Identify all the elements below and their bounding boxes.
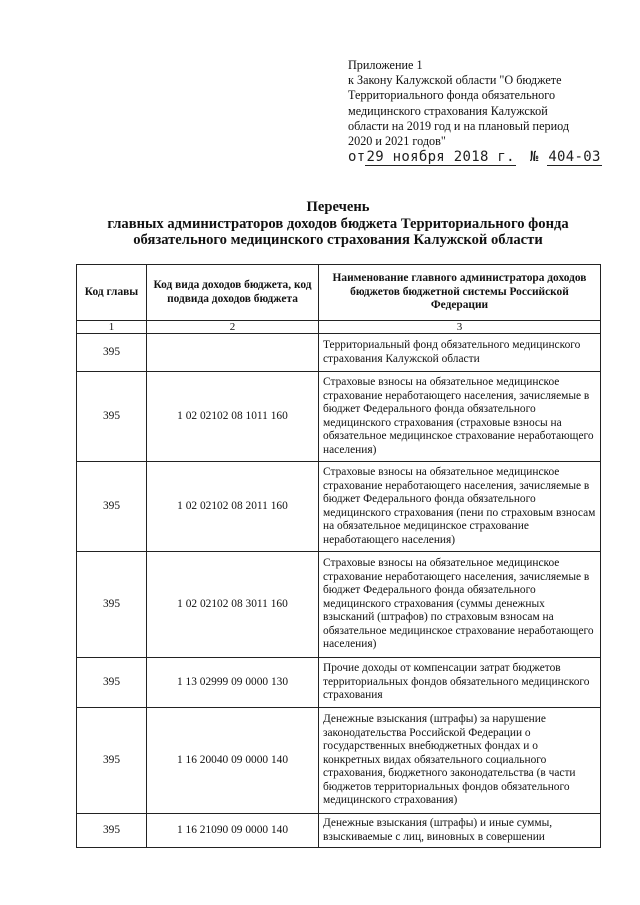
appendix-line: Приложение 1 (348, 58, 423, 72)
name-cell: Страховые взносы на обязательное медицинское страхование неработающего населения, зачисляемые в бюджет Федерального фонда обязательного медицинского страхования (суммы денежных взысканий (штрафов) по страховым взносам на обязательное медицинское страхование неработающего населения) (319, 552, 601, 658)
chapter-cell: 395 (77, 462, 147, 552)
page-title (78, 199, 598, 249)
appendix-line: Территориального фонда обязательного (348, 88, 556, 103)
column-number-row (77, 321, 601, 334)
title-line: обязательного медицинского страхования Калужской области (133, 232, 543, 248)
name-cell: Страховые взносы на обязательное медицинское страхование неработающего населения, зачисляемые в бюджет Федерального фонда обязательного медицинского страхования (пени по страховым взносам на обязательное медицинское страхование неработающего населения) (319, 462, 601, 552)
table-row (77, 814, 601, 848)
name-cell: Денежные взыскания (штрафы) и иные суммы, взыскиваемые с лиц, виновных в совершении (319, 814, 601, 848)
administrators-table (76, 264, 601, 848)
table-row (77, 334, 601, 372)
chapter-cell: 395 (77, 372, 147, 462)
code-cell: 1 16 21090 09 0000 140 (147, 814, 319, 848)
header-administrator-name: Наименование главного администратора доходов бюджетов бюджетной системы Российской Федерации (319, 265, 601, 321)
name-cell: Территориальный фонд обязательного медицинского страхования Калужской области (319, 334, 601, 372)
code-cell: 1 16 20040 09 0000 140 (147, 708, 319, 814)
column-number: 2 (147, 321, 319, 334)
code-cell: 1 02 02102 08 1011 160 (147, 372, 319, 462)
appendix-line: к Закону Калужской области "О бюджете (348, 73, 562, 88)
title-line: главных администраторов доходов бюджета Территориального фонда (107, 215, 569, 232)
signature-line (348, 149, 601, 165)
name-cell: Страховые взносы на обязательное медицинское страхование неработающего населения, зачисляемые в бюджет Федерального фонда обязательного медицинского страхования (страховые взносы на обязательное медицинское страхование неработающего населения) (319, 372, 601, 462)
column-number: 3 (319, 321, 601, 334)
table-header-row (77, 265, 601, 321)
chapter-cell: 395 (77, 708, 147, 814)
appendix-line: медицинского страхования Калужской (348, 103, 548, 118)
column-number: 1 (77, 321, 147, 334)
table-row (77, 462, 601, 552)
code-cell: 1 13 02999 09 0000 130 (147, 658, 319, 708)
appendix-block (348, 58, 598, 149)
signature-number-sign: № (529, 149, 539, 165)
chapter-cell: 395 (77, 334, 147, 372)
table-row (77, 552, 601, 658)
signature-date: 29 ноября 2018 г. (366, 149, 515, 165)
chapter-cell: 395 (77, 658, 147, 708)
appendix-line: 2020 и 2021 годов" (348, 134, 446, 149)
code-cell: 1 02 02102 08 3011 160 (147, 552, 319, 658)
chapter-cell: 395 (77, 814, 147, 848)
header-chapter-code: Код главы (77, 265, 147, 321)
signature-number: 404-03 (548, 149, 601, 165)
table-row (77, 658, 601, 708)
name-cell: Прочие доходы от компенсации затрат бюджетов территориальных фондов обязательного медицинского страхования (319, 658, 601, 708)
code-cell: 1 02 02102 08 2011 160 (147, 462, 319, 552)
chapter-cell: 395 (77, 552, 147, 658)
header-income-code: Код вида доходов бюджета, код подвида доходов бюджета (147, 265, 319, 321)
signature-from: от (348, 149, 366, 165)
table-row (77, 708, 601, 814)
title-line: Перечень (306, 199, 370, 215)
table-row (77, 372, 601, 462)
code-cell (147, 334, 319, 372)
appendix-line: области на 2019 год и на плановый период (348, 118, 570, 133)
name-cell: Денежные взыскания (штрафы) за нарушение законодательства Российской Федерации о государственных внебюджетных фондах и о конкретных видах обязательного социального страхования, бюджетного законодательства (в части бюджетов территориальных фондов обязательного медицинского страхования) (319, 708, 601, 814)
